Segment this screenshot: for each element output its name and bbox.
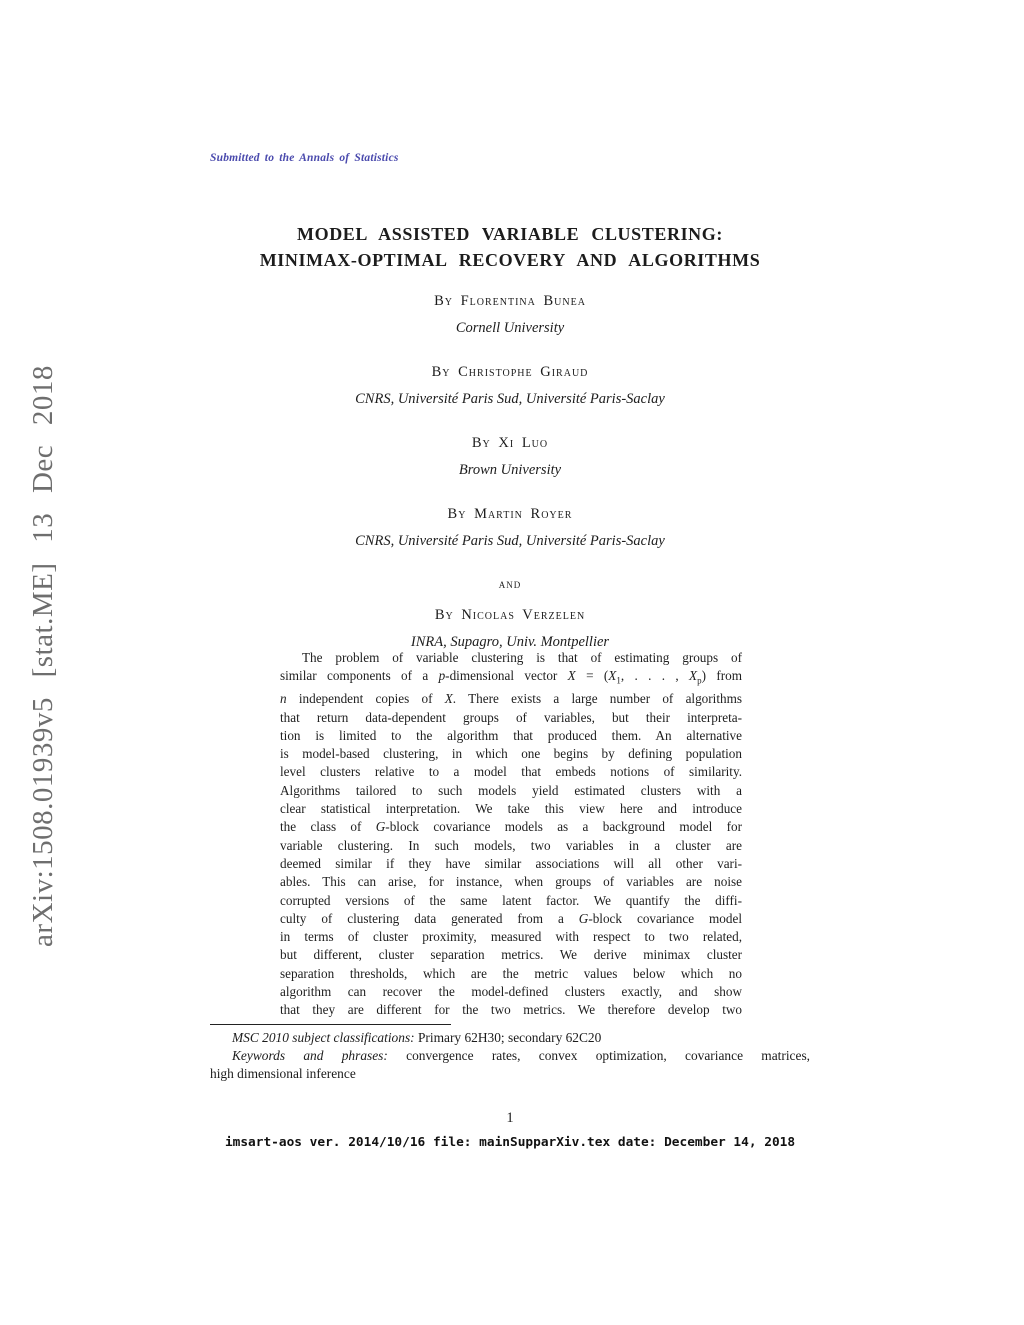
- arxiv-stamp: arXiv:1508.01939v5 [stat.ME] 13 Dec 2018: [27, 365, 59, 947]
- paper-title: [210, 221, 810, 273]
- footnote-msc: MSC 2010 subject classifications: Primary 62H30; secondary 62C20: [232, 1030, 602, 1045]
- footnote-keywords-cont: high dimensional inference: [210, 1066, 356, 1081]
- abstract-line: deemed similar if they have similar associations will all other vari-: [280, 855, 742, 871]
- author-byline: By Martin Royer: [447, 506, 573, 522]
- abstract-line: ables. This can arise, for instance, when groups of variables are noise: [280, 874, 742, 890]
- author-affiliation: CNRS, Université Paris Sud, Université Paris-Saclay: [355, 533, 665, 549]
- abstract-line: culty of clustering data generated from a G-block covariance model: [280, 910, 742, 926]
- author-affiliation: Cornell University: [455, 320, 565, 336]
- footnote-keywords: Keywords and phrases: convergence rates, convex optimization, covariance matrices,: [232, 1048, 811, 1063]
- abstract-line: clear statistical interpretation. We take this view here and introduce: [280, 801, 742, 817]
- author-block: [210, 606, 810, 653]
- author-block: [210, 292, 810, 339]
- abstract-line: level clusters relative to a model that embeds notions of similarity.: [280, 764, 742, 780]
- abstract-line: corrupted versions of the same latent factor. We quantify the diffi-: [280, 892, 742, 908]
- abstract-line: variable clustering. In such models, two variables in a cluster are: [280, 837, 742, 853]
- author-block: [210, 434, 810, 481]
- abstract-line: Algorithms tailored to such models yield estimated clusters with a: [280, 782, 742, 798]
- abstract-line: that return data-dependent groups of variables, but their interpreta-: [280, 709, 742, 725]
- abstract-line: separation thresholds, which are the metric values below which no: [280, 965, 742, 981]
- author-affiliation: INRA, Supagro, Univ. Montpellier: [410, 634, 610, 650]
- footnote-section: [210, 1024, 810, 1083]
- abstract-line: in terms of cluster proximity, measured with respect to two related,: [280, 929, 742, 945]
- and-separator: and: [498, 576, 522, 591]
- page-number: 1: [506, 1110, 514, 1126]
- abstract-line: that they are different for the two metrics. We therefore develop two: [280, 1002, 742, 1018]
- imsart-version-line: imsart-aos ver. 2014/10/16 file: mainSupparXiv.tex date: December 14, 2018: [224, 1135, 796, 1150]
- author-byline: By Florentina Bunea: [434, 293, 586, 309]
- author-affiliation: CNRS, Université Paris Sud, Université Paris-Saclay: [355, 391, 665, 407]
- paper-title-line-1: MODEL ASSISTED VARIABLE CLUSTERING:: [297, 224, 723, 244]
- abstract-line: The problem of variable clustering is that of estimating groups of: [302, 650, 742, 665]
- abstract-line: but different, cluster separation metrics. We derive minimax cluster: [280, 947, 742, 963]
- footnote-rule: [210, 1024, 451, 1025]
- author-block: [210, 363, 810, 410]
- author-byline: By Xi Luo: [471, 435, 549, 451]
- author-affiliation: Brown University: [458, 462, 562, 478]
- abstract-line: algorithm can recover the model-defined clusters exactly, and show: [280, 983, 742, 999]
- abstract-line: the class of G-block covariance models as a background model for: [280, 819, 743, 835]
- abstract-line: n independent copies of X. There exists a large number of algorithms: [280, 691, 742, 707]
- abstract-line: is model-based clustering, in which one begins by defining population: [280, 746, 742, 762]
- paper-title-line-2: MINIMAX-OPTIMAL RECOVERY AND ALGORITHMS: [259, 250, 761, 270]
- submitted-note: Submitted to the Annals of Statistics: [210, 152, 399, 164]
- author-byline: By Christophe Giraud: [431, 364, 589, 380]
- authors-section: [210, 292, 810, 677]
- abstract-line: similar components of a p-dimensional vector $X = (X_1$, . . . , $X_p$) from: [280, 668, 742, 686]
- author-block: [210, 505, 810, 552]
- author-byline: By Nicolas Verzelen: [434, 607, 586, 623]
- abstract: [280, 649, 742, 1020]
- abstract-line: tion is limited to the algorithm that produced them. An alternative: [280, 727, 742, 743]
